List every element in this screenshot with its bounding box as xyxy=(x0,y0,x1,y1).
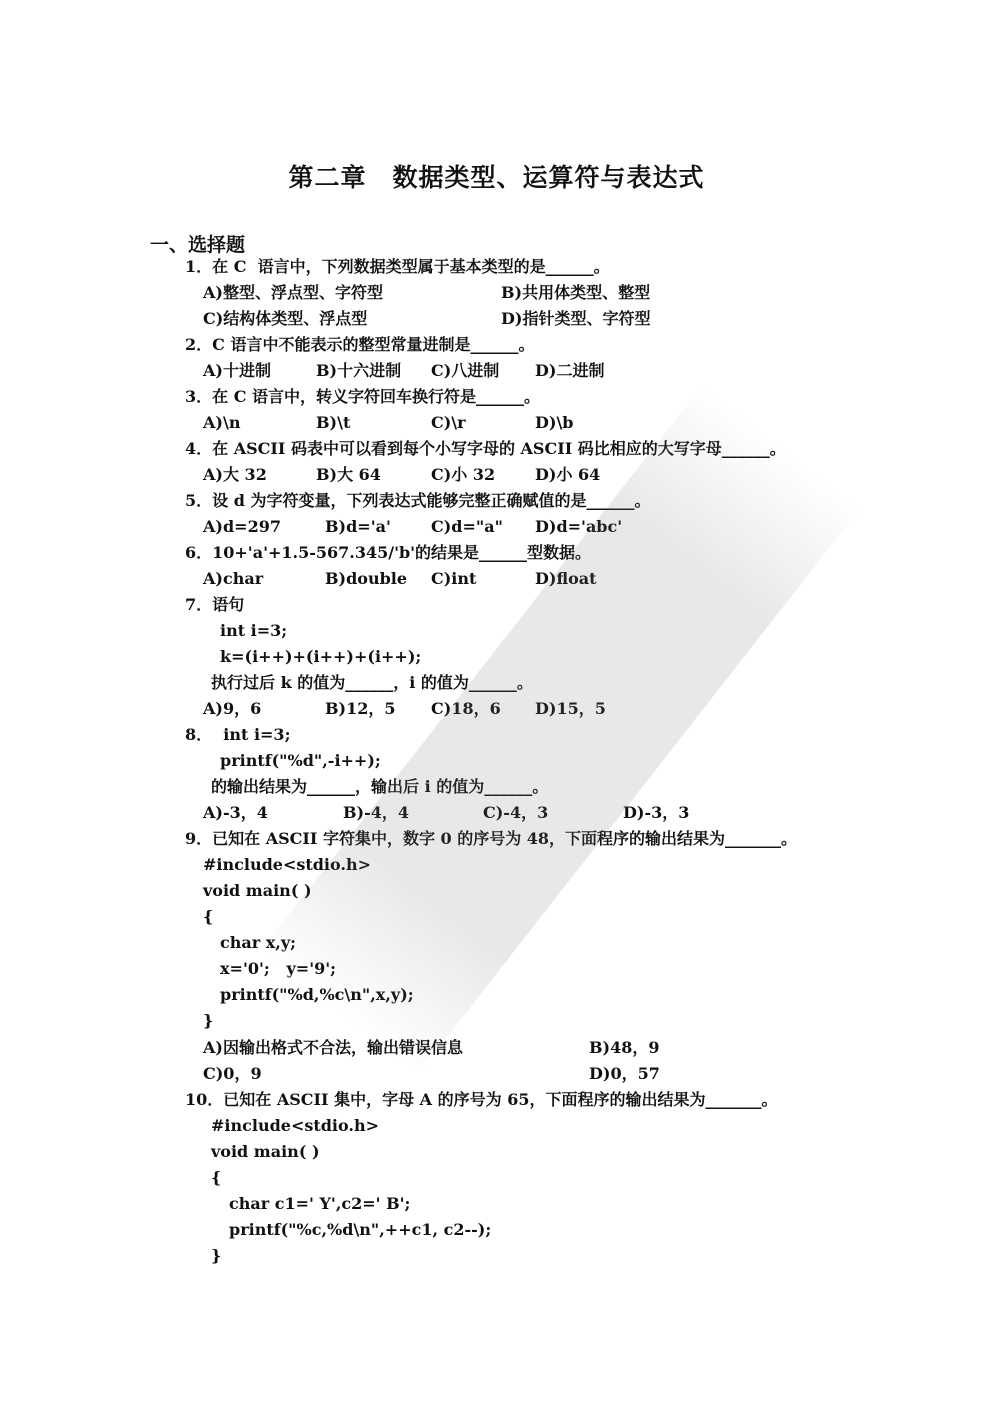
text-line: char c1=' Y',c2=' B'; xyxy=(229,1194,411,1213)
text-line: A)-3，4 xyxy=(203,803,268,822)
text-line: B)d='a' xyxy=(325,517,391,536)
text-line: } xyxy=(203,1011,214,1030)
text-line: 5．设 d 为字符变量，下列表达式能够完整正确赋值的是______。 xyxy=(185,491,651,510)
text-line: A)9，6 xyxy=(203,699,262,718)
text-line: A)十进制 xyxy=(203,361,271,380)
text-line: 7．语句 xyxy=(185,595,245,614)
text-line: D)-3，3 xyxy=(623,803,690,822)
text-line: B)十六进制 xyxy=(316,361,402,380)
text-line: { xyxy=(203,907,214,926)
text-line: D)0，57 xyxy=(589,1064,660,1083)
text-line: 1．在 C 语言中，下列数据类型属于基本类型的是______。 xyxy=(185,257,610,276)
text-line: A)char xyxy=(203,569,264,588)
text-line: B)12，5 xyxy=(325,699,396,718)
text-line: 8． int i=3; xyxy=(185,725,291,744)
text-line: C)结构体类型、浮点型 xyxy=(203,309,368,328)
text-line: C)18，6 xyxy=(431,699,501,718)
text-line: C)int xyxy=(431,569,477,588)
section-heading: 一、选择题 xyxy=(150,234,246,256)
text-line: A)\n xyxy=(203,413,241,432)
text-line: D)15，5 xyxy=(535,699,606,718)
text-line: C)八进制 xyxy=(431,361,500,380)
text-line: C)\r xyxy=(431,413,466,432)
text-line: B)48，9 xyxy=(589,1038,660,1057)
text-line: B)-4，4 xyxy=(343,803,410,822)
text-line: 9．已知在 ASCII 字符集中，数字 0 的序号为 48，下面程序的输出结果为_______。 xyxy=(185,829,798,848)
text-line: A)整型、浮点型、字符型 xyxy=(203,283,383,302)
text-line: printf("%d,%c\n",x,y); xyxy=(220,985,414,1004)
text-line: A)因输出格式不合法，输出错误信息 xyxy=(203,1038,463,1057)
text-line: D)二进制 xyxy=(535,361,605,380)
text-line: #include<stdio.h> xyxy=(211,1116,380,1135)
text-line: 3．在 C 语言中，转义字符回车换行符是______。 xyxy=(185,387,541,406)
text-line: { xyxy=(211,1168,222,1187)
text-line: 10．已知在 ASCII 集中，字母 A 的序号为 65，下面程序的输出结果为_______。 xyxy=(185,1090,778,1109)
text-line: void main( ) xyxy=(203,881,312,900)
text-line: B)大 64 xyxy=(316,465,381,484)
watermark-band xyxy=(260,385,861,1076)
text-line: B)double xyxy=(325,569,408,588)
text-line: C)小 32 xyxy=(431,465,496,484)
text-line: B)共用体类型、整型 xyxy=(501,283,651,302)
text-line: A)d=297 xyxy=(203,517,281,536)
text-line: void main( ) xyxy=(211,1142,320,1161)
text-line: C)0，9 xyxy=(203,1064,262,1083)
text-line: printf("%d",-i++); xyxy=(220,751,381,770)
text-line: D)指针类型、字符型 xyxy=(501,309,651,328)
text-line: 6．10+'a'+1.5-567.345/'b'的结果是______型数据。 xyxy=(185,543,592,562)
text-line: k=(i++)+(i++)+(i++); xyxy=(220,647,422,666)
page-title: 第二章 数据类型、运算符与表达式 xyxy=(288,163,705,192)
text-line: C)-4，3 xyxy=(483,803,549,822)
text-line: D)float xyxy=(535,569,597,588)
text-line: int i=3; xyxy=(220,621,288,640)
text-line: C)d="a" xyxy=(431,517,503,536)
text-line: B)\t xyxy=(316,413,351,432)
text-line: D)d='abc' xyxy=(535,517,623,536)
text-line: D)\b xyxy=(535,413,574,432)
text-line: x='0'; y='9'; xyxy=(220,959,337,978)
text-line: A)大 32 xyxy=(203,465,267,484)
text-line: 4．在 ASCII 码表中可以看到每个小写字母的 ASCII 码比相应的大写字母______。 xyxy=(185,439,786,458)
text-line: 执行过后 k 的值为______，i 的值为______。 xyxy=(211,673,533,692)
text-line: printf("%c,%d\n",++c1, c2--); xyxy=(229,1220,492,1239)
text-line: char x,y; xyxy=(220,933,297,952)
text-line: 2．C 语言中不能表示的整型常量进制是______。 xyxy=(185,335,535,354)
text-line: 的输出结果为______，输出后 i 的值为______。 xyxy=(211,777,549,796)
text-line: #include<stdio.h> xyxy=(203,855,372,874)
text-line: D)小 64 xyxy=(535,465,601,484)
text-line: } xyxy=(211,1246,222,1265)
